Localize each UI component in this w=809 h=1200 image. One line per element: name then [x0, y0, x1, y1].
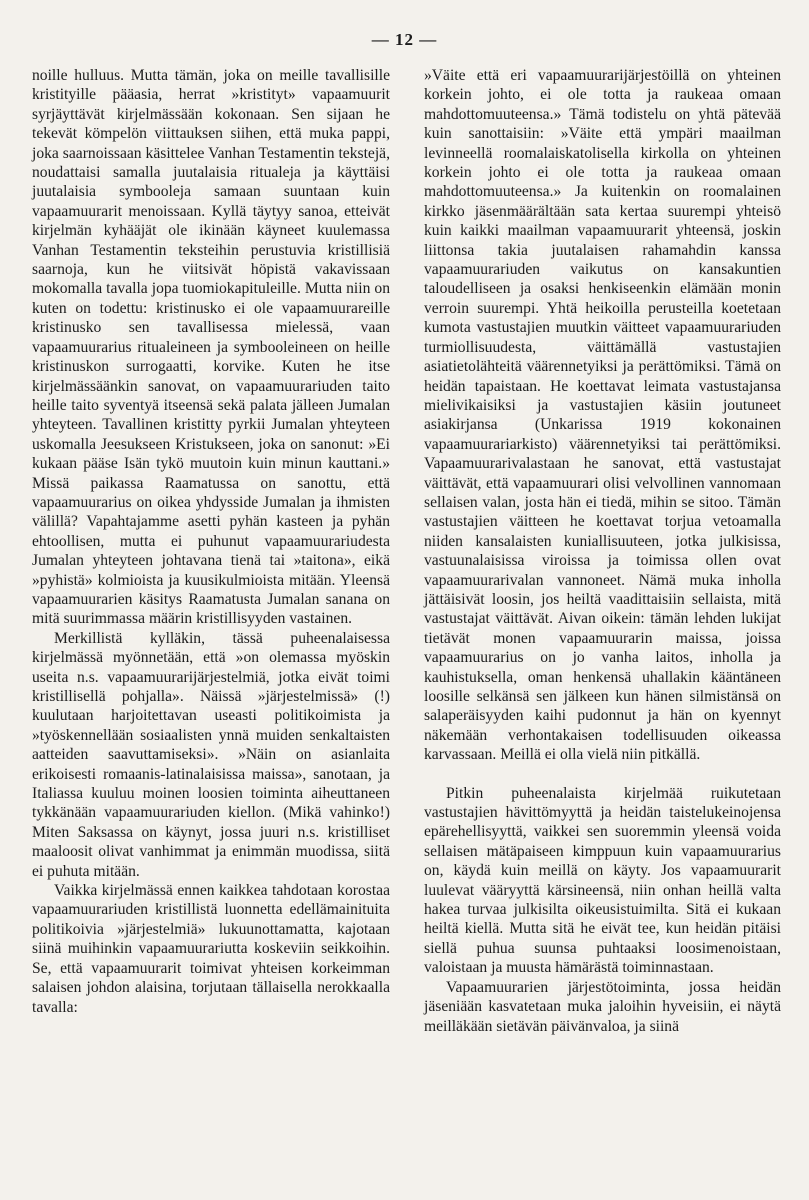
right-paragraph-1: »Väite että eri vapaamuurarijärjestöillä on yhteinen korkein johto, ei ole totta ja raukeaa omaan mahdottomuuteensa.» Tämä todistelu on yhtä pätevää kuin sanottaisiin: »Väite että ympäri maailman levinneellä roomalaiskatolisella kirkolla on yhteinen korkein johto ei ole totta ja raukeaa omaan mahdottomuuteensa.» Ja kuitenkin on roomalainen kirkko jäsenmäärältään sata kertaa suurempi yhteisö kuin kaikki maailman vapaamuurarit yhteensä, joskin liittonsa takia juutalaisen rahamahdin kanssa vapaamuurariuden vaikutus on kansakuntien taloudelliseen ja osaksi henkiseenkin elämään monin verroin suurempi. Yhtä heikoilla perusteilla koetetaan kumota vastustajien muutkin väitteet vapaamuurariuden turmiollisuudesta, väittämällä vastustajien asiatietolähteitä väärennetyiksi ja perättömiksi. Tämä on heidän tapaistaan. He koettavat leimata vastustajansa mielivikaisiksi ja vastustajien käsiin joutuneet asiakirjansa (Unkarissa 1919 kokonainen vapaamuurariarkisto) väärennetyiksi tai perättömiksi. Vapaamuurarivalastaan he sanovat, että vastustajat väittävät, että vapaamuurari olisi velvollinen vannomaan sellaisen valan, josta hän ei tiedä, mihin se sitoo. Tämän vastustajien väitteen he koettavat torjua vetoamalla niiden kansalaisten kuniallisuuteen, jotka julkisissa, vastuunalaisissa viroissa ja toimissa ollen ovat vapaamuurarivalan vannoneet. Nämä muka inholla jättäisivät loosin, jos heiltä vaadittaisiin sellaista, mitä vastustajat väittävät. Aivan oikein: tämän lehden lukijat tietävät monen vapaamuurarin maissa, joissa vapaamuurarius on jo vanha laitos, inholla ja kauhistuksella, oman henkensä uhallakin kääntäneen loosille selkänsä sen jälkeen kun hänen silmistänsä on salaperäisyyden kaihi pudonnut ja hän on kyennyt näkemään verhontakaisen todellisuuden oikeassa karvassaan. Meillä ei olla vielä niin pitkällä. — [424, 67, 781, 764]
right-paragraph-3: Vapaamuurarien järjestötoiminta, jossa heidän jäseniään kasvatetaan muka jaloihin hyveisiin, ei näytä meilläkään sietävän päivänvaloa, ja siinä — [424, 978, 781, 1035]
right-paragraph-2: Pitkin puheenalaista kirjelmää ruikutetaan vastustajien hävittömyyttä ja heidän taistelukeinojensa epärehellisyyttä, vaikkei sen suoremmin yleensä voida sellaisen mätäpaiseen kimppuun kuin vapaamuurarius on, käydä kuin meillä on käyty. Jos vapaamuurarit luulevat vääryyttä kärsineensä, niin onhan heillä valta hakea turvaa julkisilta oikeusistuimilta. Sitä ei kukaan heiltä kiellä. Mutta sitä he eivät tee, kun heidän pitäisi siellä puhua suunsa puhtaaksi loosimenoistaan, valoistaan ja muusta hämärästä toiminnastaan. — [424, 784, 781, 977]
left-paragraph-2: Merkillistä kylläkin, tässä puheenalaisessa kirjelmässä myönnetään, että »on olemassa myöskin useita n.s. vapaamuurarijärjestelmiä, jotka eivät toimi kristillisellä pohjalla». Näissä »järjestelmissä» (!) kuulutaan harjoitettavan useasti politikoimista ja »työskennellään sosiaalisten ynnä muiden senkaltaisten aatteiden saavuttamiseksi». »Näin on asianlaita erikoisesti romaanis-latinalaisissa maissa», sanotaan, ja Italiassa kuuluu moinen loosien toiminta aiheuttaneen tykkänään vapaamuurariuden kiellon. (Mikä vahinko!) Miten Saksassa on käynyt, jossa juuri n.s. kristilliset maaloosit olivat vanhimmat ja enimmän muodissa, siitä ei puhuta mitään. — [32, 629, 390, 880]
right-column — [424, 66, 781, 1036]
left-paragraph-3: Vaikka kirjelmässä ennen kaikkea tahdotaan korostaa vapaamuurariuden kristillistä luonnetta edellämainituita politikoivia »järjestelmiä» lukuunottamatta, kajotaan siinä muihinkin vapaamuurariutta koskeviin seikkoihin. Se, että vapaamuurarit toimivat yhteisen korkeimman salaisen johdon alaisina, torjutaan tällaisella nerokkaalla tavalla: — [32, 882, 390, 1016]
left-column — [32, 66, 390, 1017]
page-number: — 12 — — [371, 30, 438, 49]
left-paragraph-1: noille hulluus. Mutta tämän, joka on meille tavallisille kristityille pääasia, herrat »kristityt» vapaamuurit syrjäyttävät kirjelmässään kokonaan. Sen sijaan he tekevät kömpelön viittauksen siihen, että muka pappi, joka saarnoissaan käsittelee Vanhan Testamentin tekstejä, noudattaisi samalla juutalaisia ritualeja ja käyttäisi juutalaisia symbooleja samaan suuntaan kuin vapaamuurarit menoissaan. Kyllä täytyy sanoa, etteivät kirjelmän kyhääjät ole ikinään käyneet kuulemassa Vanhan Testamentin teksteihin perustuvia kristillisiä saarnoja, kun he viitsivät höpistä vakavissaan mokomalla tavalla jopa tuomiokapituleille. Mutta niin on kuten on todettu: kristinusko ei ole vapaamuurareille kristinusko sen tavallisessa mielessä, vaan vapaamuurarius ritualeineen ja symbooleineen on heille kristinuskon surrogaatti, korvike. Kuten he itse kirjelmässäänkin sanovat, on vapaamuurariuden taito heille taito syventyä itseensä sekä palata jälleen Jumalan yhteyteen. Tavallinen kristitty pyrkii Jumalan yhteyteen uskomalla Jeesukseen Kristukseen, joka on sanonut: »Ei kukaan pääse Isän tykö muutoin kuin minun kauttani.» Missä paikassa Raamatussa on sanottu, että vapaamuurarius on oikea yhdysside Jumalan ja ihmisten välillä? Vapahtajamme asetti pyhän kasteen ja pyhän ehtoollisen, mutta ei puhunut vapaamuurariudesta Jumalan yhteyteen johtavana tienä tai »taitona», eikä »pyhistä» kolmioista ja kuusikulmioista mitään. Yleensä vapaamuurarien käsitys Raamatusta Jumalan sanana on mitä suurimmassa määrin kristillisyyden vastainen. — [32, 67, 390, 628]
